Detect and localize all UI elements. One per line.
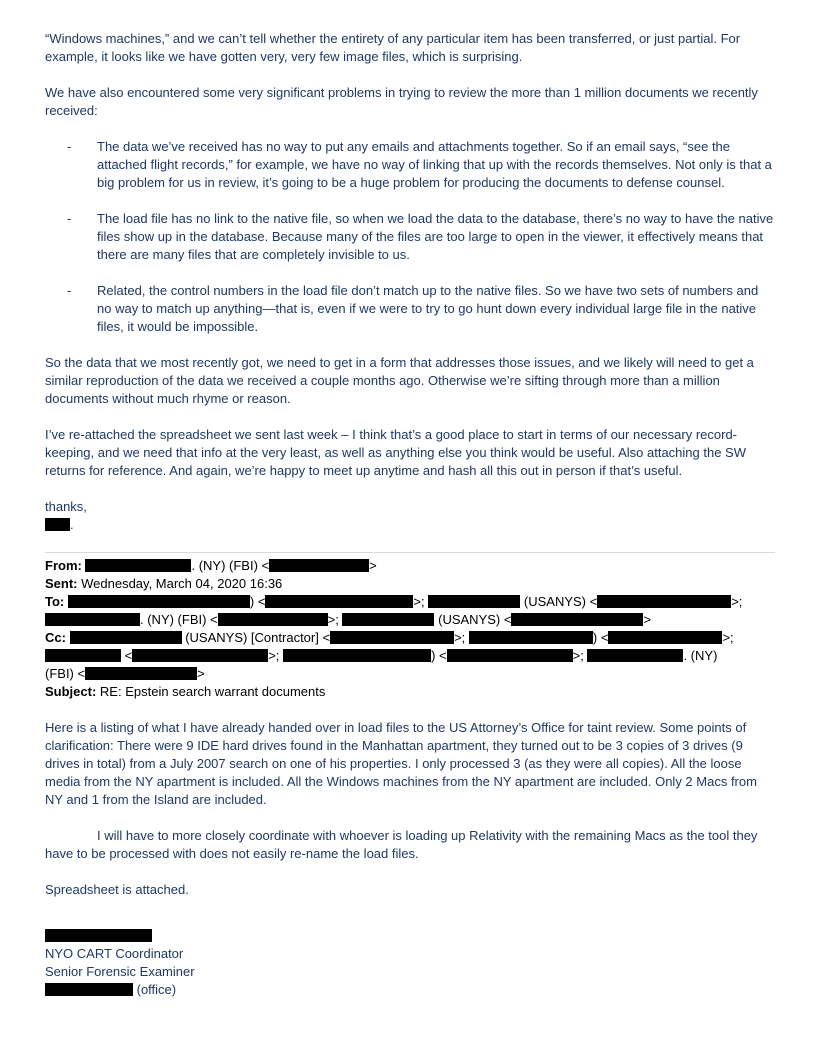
redaction-bar — [68, 595, 250, 608]
redaction-bar — [597, 595, 731, 608]
document-page — [45, 30, 775, 999]
signature-title: Senior Forensic Examiner — [45, 964, 195, 979]
cc-text: < — [124, 648, 133, 663]
redaction-bar — [447, 649, 573, 662]
cc-text: . (NY) — [683, 648, 718, 663]
from-line — [45, 557, 775, 575]
to-text: (USANYS) < — [438, 612, 512, 627]
bullet-text: The load file has no link to the native file, so when we load the data to the database, there’s no way to have the native files show up in the database. Because many of the files are too large to open in the viewer, it effectively means that there are many files that are completely invisible to us. — [97, 211, 774, 262]
paragraph: So the data that we most recently got, we need to get in a form that addresses those issues, and we likely will need to get a similar reproduction of the data we received a couple months ago. Otherwise we’re sifting through more than a million documents without much rhyme or reason. — [45, 355, 754, 406]
signoff: thanks, — [45, 499, 87, 514]
redaction-bar — [283, 649, 431, 662]
subject-value: RE: Epstein search warrant documents — [99, 684, 326, 699]
email-bottom-body — [45, 719, 775, 999]
bullet-item — [45, 138, 775, 192]
cc-text: >; — [454, 630, 466, 645]
email-header — [45, 557, 775, 701]
redaction-bar — [218, 613, 328, 626]
redaction-bar — [608, 631, 722, 644]
bullet-dash: - — [67, 139, 72, 154]
sent-value: Wednesday, March 04, 2020 16:36 — [81, 576, 283, 591]
redaction-bar — [342, 613, 434, 626]
signature-line — [45, 516, 775, 534]
email-top-body — [45, 30, 775, 534]
redaction-bar — [511, 613, 643, 626]
signature-title: NYO CART Coordinator — [45, 946, 184, 961]
redaction-bar — [70, 631, 182, 644]
to-text: > — [643, 612, 652, 627]
redaction-bar — [269, 559, 369, 572]
redaction-bar — [132, 649, 268, 662]
to-text: ) < — [249, 594, 266, 609]
header-divider — [45, 552, 775, 553]
redaction-bar — [469, 631, 593, 644]
cc-text: ) < — [431, 648, 447, 663]
office-label: (office) — [136, 982, 177, 997]
redaction-bar — [428, 595, 520, 608]
bullet-text: The data we’ve received has no way to put any emails and attachments together. So if an email says, “see the attached flight records,” for example, we have no way of linking that up with the records themselves. Not only is that a big problem for us in review, it’s going to be a huge problem for producing the documents to defense counsel. — [97, 139, 772, 190]
paragraph: I will have to more closely coordinate with whoever is loading up Relativity with the remaining Macs as the tool they have to be processed with does not easily re-name the load files. — [45, 828, 758, 861]
redaction-bar — [85, 559, 191, 572]
paragraph: Here is a listing of what I have already handed over in load files to the US Attorney’s Office for taint review. Some points of clarification: There were 9 IDE hard drives found in the Manhattan apartment, they turned out to be 3 copies of 3 drives (9 drives in total) from a July 2007 search on one of his properties. I only processed 3 (as they were all copies). All the loose media from the NY apartment is included. All the Windows machines from the NY apartment are included. Only 2 Macs from NY and 1 from the Island are included. — [45, 720, 757, 807]
to-text: . (NY) (FBI) < — [140, 612, 218, 627]
signature-name — [45, 927, 775, 945]
sent-label: Sent: — [45, 576, 78, 591]
sent-line — [45, 575, 775, 593]
from-label: From: — [45, 558, 82, 573]
to-text: >; — [413, 594, 425, 609]
cc-text: (USANYS) [Contractor] < — [185, 630, 331, 645]
cc-line — [45, 629, 775, 683]
redaction-bar — [85, 667, 197, 680]
cc-text: > — [197, 666, 205, 681]
from-text: > — [369, 558, 377, 573]
redaction-bar — [45, 613, 140, 626]
to-line — [45, 593, 775, 629]
signature-period: . — [70, 517, 74, 532]
redaction-bar — [45, 649, 121, 662]
cc-label: Cc: — [45, 630, 66, 645]
bullet-item — [45, 210, 775, 264]
to-text: >; — [731, 594, 743, 609]
to-text: (USANYS) < — [523, 594, 598, 609]
to-text: >; — [327, 612, 339, 627]
redaction-bar — [45, 929, 152, 942]
redaction-bar — [45, 983, 133, 996]
bullet-dash: - — [67, 211, 72, 226]
redaction-bar — [587, 649, 683, 662]
bullet-dash: - — [67, 283, 72, 298]
from-text: . (NY) (FBI) < — [191, 558, 270, 573]
redaction-bar — [45, 518, 70, 531]
signature-phone — [45, 981, 775, 999]
to-label: To: — [45, 594, 65, 609]
paragraph: “Windows machines,” and we can’t tell whether the entirety of any particular item has been transferred, or just partial. For example, it looks like we have gotten very, very few image files, which is surprising. — [45, 31, 741, 64]
cc-text: ) < — [592, 630, 609, 645]
cc-text: (FBI) < — [45, 666, 86, 681]
subject-line — [45, 683, 775, 701]
redaction-bar — [265, 595, 413, 608]
bullet-text: Related, the control numbers in the load file don’t match up to the native files. So we have two sets of numbers and no way to match up anything—that is, even if we were to try to go hunt down every individual large file in the native files, it would be impossible. — [97, 283, 759, 334]
paragraph: Spreadsheet is attached. — [45, 882, 189, 897]
cc-text: >; — [572, 648, 584, 663]
paragraph: I’ve re-attached the spreadsheet we sent last week – I think that’s a good place to start in terms of our necessary record-keeping, and we need that info at the very least, as well as anything else you think would be useful. Also attaching the SW returns for reference. And again, we’re happy to meet up anytime and hash all this out in person if that’s useful. — [45, 427, 746, 478]
subject-label: Subject: — [45, 684, 97, 699]
cc-text: >; — [268, 648, 280, 663]
bullet-item — [45, 282, 775, 336]
cc-text: >; — [722, 630, 734, 645]
paragraph: We have also encountered some very significant problems in trying to review the more than 1 million documents we recently received: — [45, 85, 758, 118]
redaction-bar — [330, 631, 454, 644]
